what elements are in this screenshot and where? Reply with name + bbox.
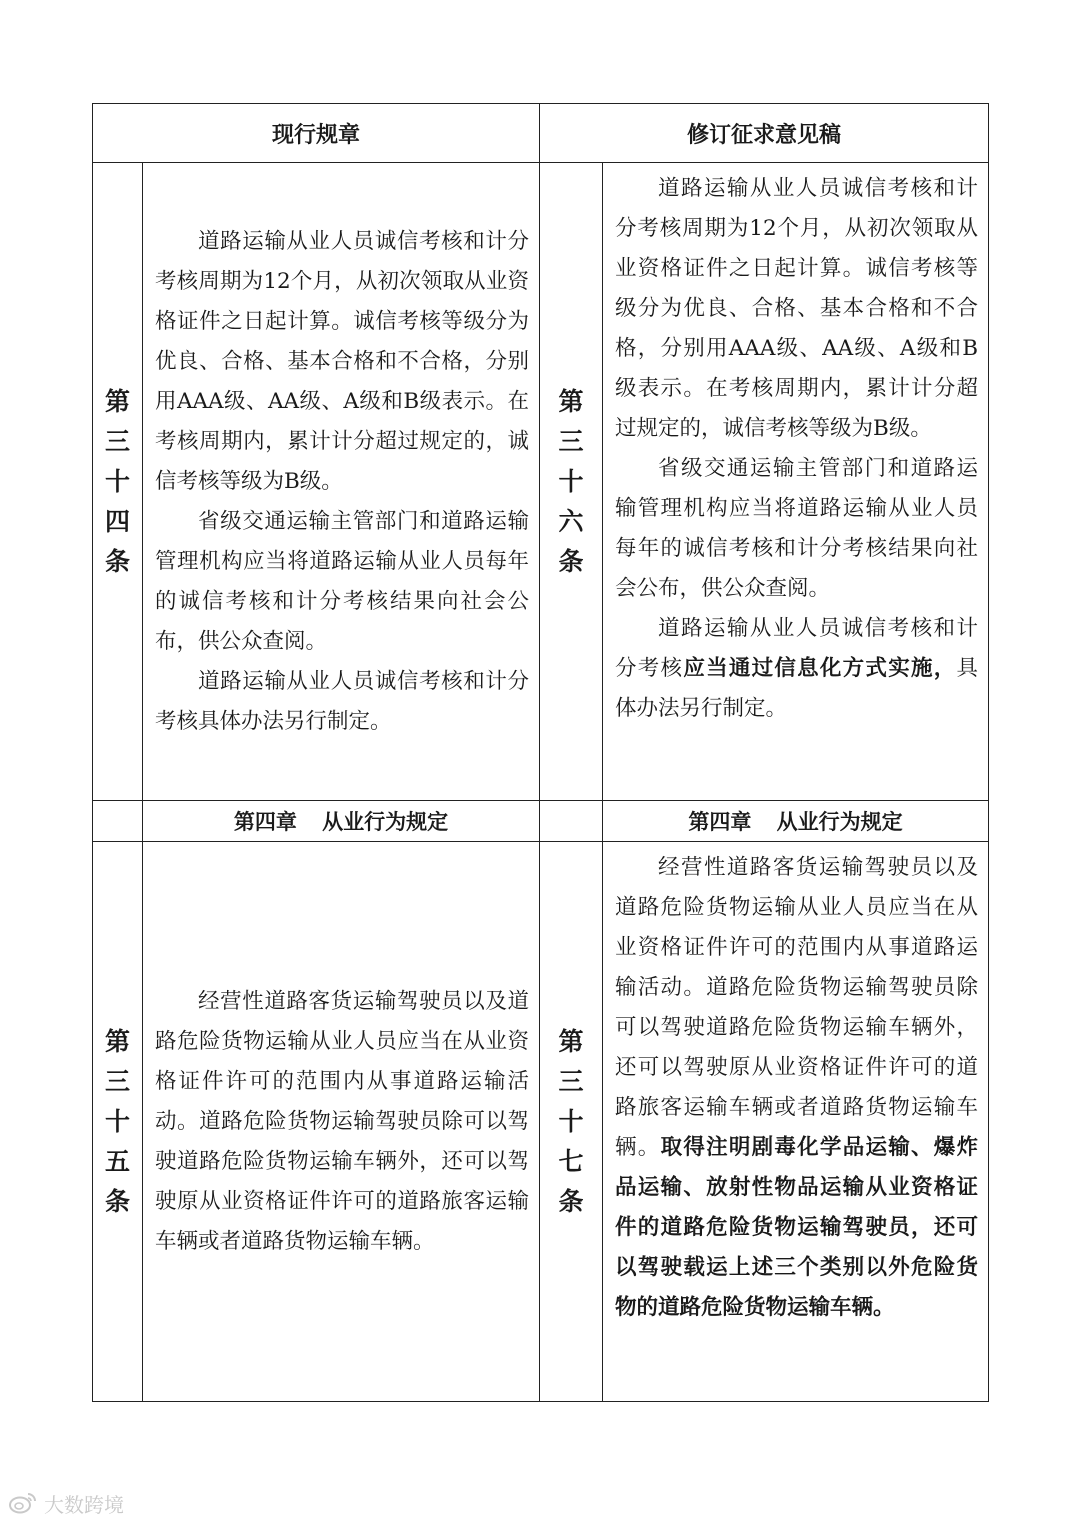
paragraph: 道路运输从业人员诚信考核和计分考核具体办法另行制定。	[155, 668, 530, 734]
article-36-label: 第 三 十 六 条	[540, 163, 603, 801]
watermark	[8, 1488, 124, 1518]
revision-highlight: 应当通过信息化方式实施，	[683, 656, 957, 681]
chapter-heading-right: 第四章 从业行为规定	[603, 801, 989, 842]
article-37-text	[603, 842, 989, 1402]
paragraph: 经营性道路客货运输驾驶员以及道路危险货物运输从业人员应当在从业资格证件许可的范围内从事道路运输活动。道路危险货物运输驾驶员除可以驾驶道路危险货物运输车辆外，还可以驾驶原从业资格证件许可的道路旅客运输车辆或者道路货物运输车辆。取得注明剧毒化学品运输、爆炸品运输、放射性物品运输从业资格证件的道路危险货物运输驾驶员，还可以驾驶载运上述三个类别以外危险货物的道路危险货物运输车辆。	[615, 855, 979, 1320]
article-row-34-36	[93, 163, 989, 801]
header-revision-draft: 修订征求意见稿	[540, 104, 989, 163]
article-37-label: 第 三 十 七 条	[540, 842, 603, 1402]
paragraph: 省级交通运输主管部门和道路运输管理机构应当将道路运输从业人员每年的诚信考核和计分考核结果向社会公布，供公众查阅。	[155, 508, 530, 654]
paragraph: 省级交通运输主管部门和道路运输管理机构应当将道路运输从业人员每年的诚信考核和计分考核结果向社会公布，供公众查阅。	[615, 456, 979, 601]
article-36-text	[603, 163, 989, 801]
article-35-text	[143, 842, 540, 1402]
paragraph: 道路运输从业人员诚信考核和计分考核周期为12个月，从初次领取从业资格证件之日起计算。诚信考核等级分为优良、合格、基本合格和不合格，分别用AAA级、AA级、A级和B级表示。在考核周期内，累计计分超过规定的，诚信考核等级为B级。	[155, 228, 530, 494]
article-row-35-37	[93, 842, 989, 1402]
header-current-rules: 现行规章	[93, 104, 540, 163]
comparison-table	[92, 103, 989, 1402]
revision-highlight: 取得注明剧毒化学品运输、爆炸品运输、放射性物品运输从业资格证件的道路危险货物运输驾驶员，还可以驾驶载运上述三个类别以外危险货物的道路危险货物运输车辆。	[615, 1135, 979, 1320]
article-35-label: 第 三 十 五 条	[93, 842, 143, 1402]
paragraph: 道路运输从业人员诚信考核和计分考核周期为12个月，从初次领取从业资格证件之日起计算。诚信考核等级分为优良、合格、基本合格和不合格，分别用AAA级、AA级、A级和B级表示。在考核周期内，累计计分超过规定的，诚信考核等级为B级。	[615, 176, 979, 441]
chapter-row	[93, 801, 989, 842]
paragraph: 经营性道路客货运输驾驶员以及道路危险货物运输从业人员应当在从业资格证件许可的范围内从事道路运输活动。道路危险货物运输驾驶员除可以驾驶道路危险货物运输车辆外，还可以驾驶原从业资格证件许可的道路旅客运输车辆或者道路货物运输车辆。	[155, 988, 530, 1254]
weibo-icon	[8, 1491, 38, 1515]
chapter-heading-left: 第四章 从业行为规定	[143, 801, 540, 842]
paragraph: 道路运输从业人员诚信考核和计分考核应当通过信息化方式实施，具体办法另行制定。	[615, 616, 979, 721]
article-34-label: 第 三 十 四 条	[93, 163, 143, 801]
watermark-text: 大数跨境	[44, 1492, 124, 1517]
article-34-text	[143, 163, 540, 801]
header-row	[93, 104, 989, 163]
